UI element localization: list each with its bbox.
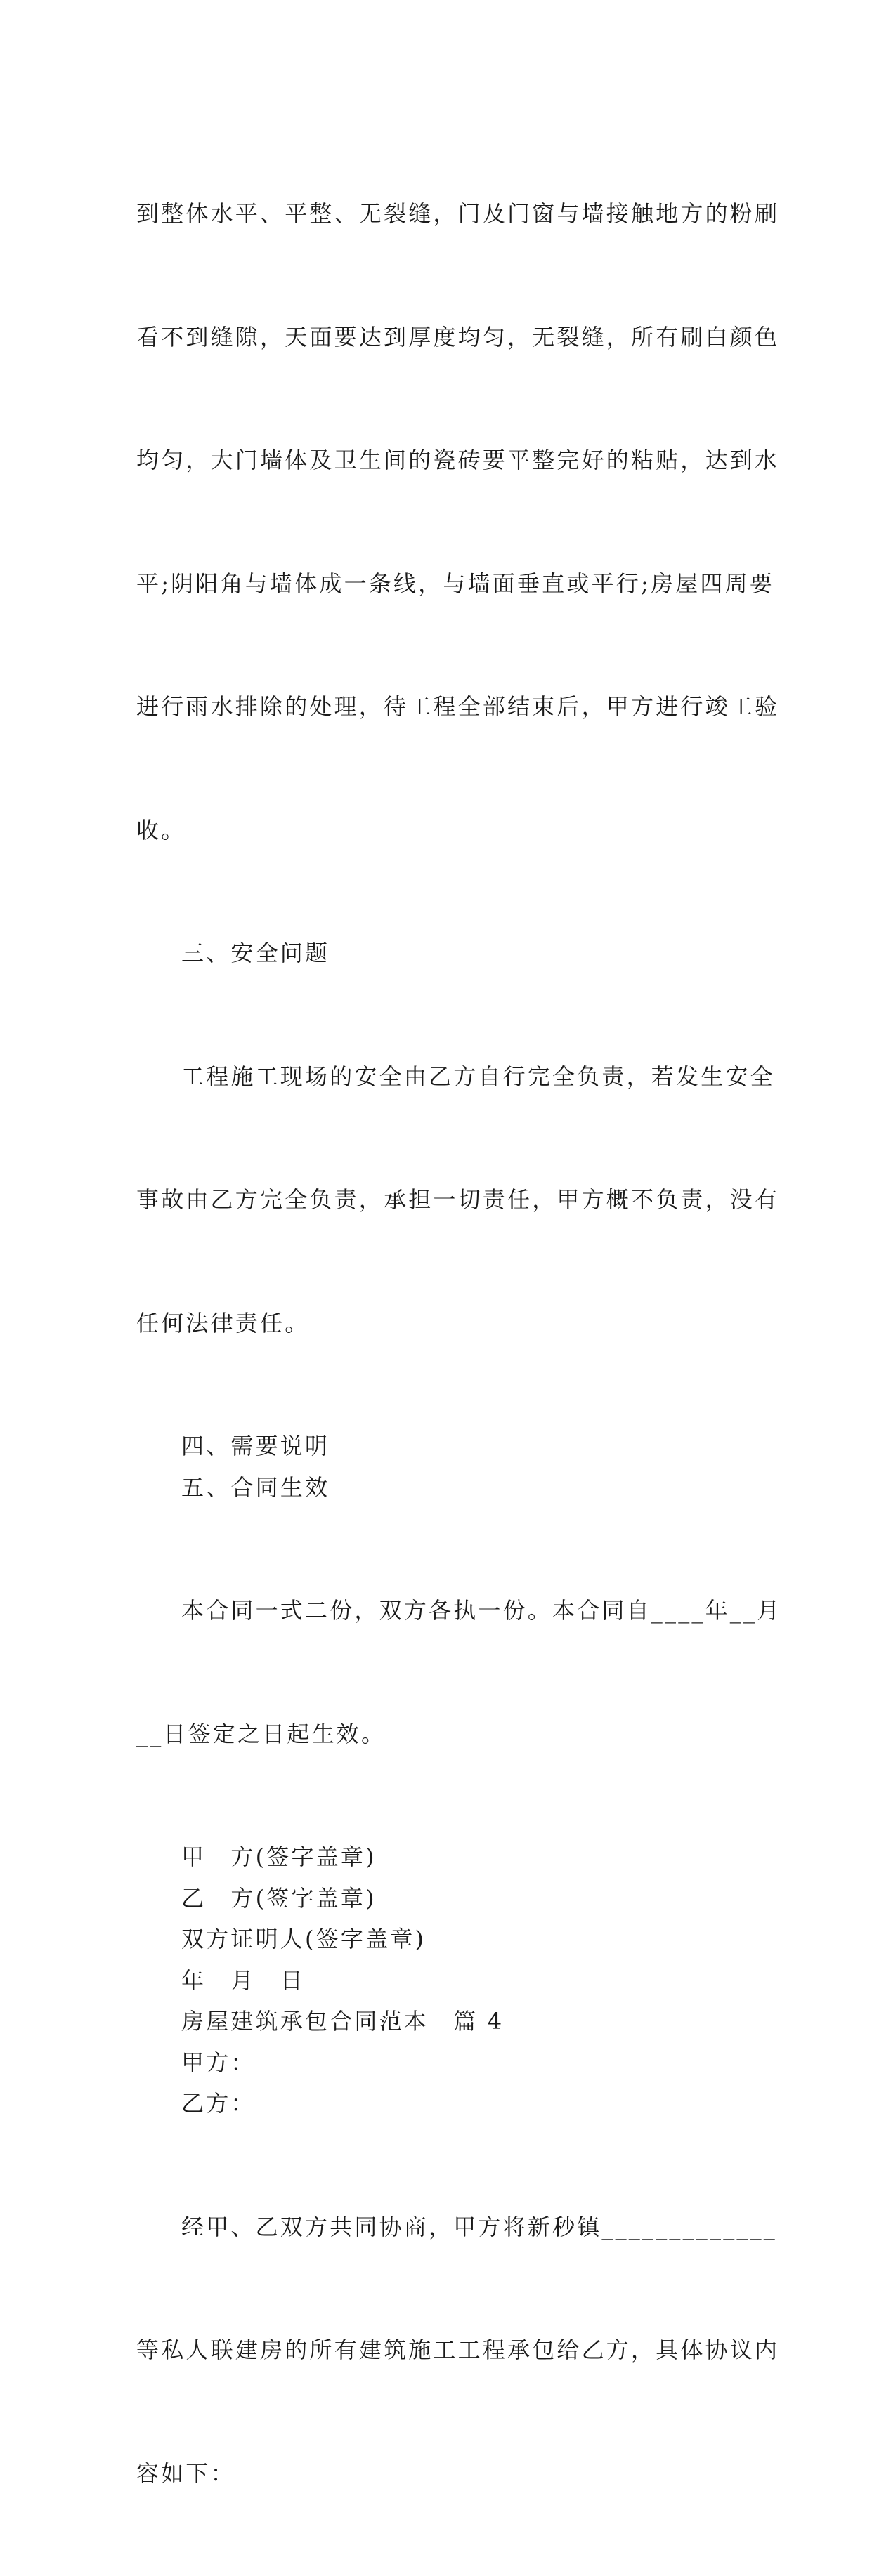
document-body bbox=[136, 111, 741, 2576]
document-page bbox=[0, 0, 872, 1232]
date-line: 年 月 日 bbox=[136, 1960, 741, 2002]
text-line: 到整体水平、平整、无裂缝，门及门窗与墙接触地方的粉刷 bbox=[136, 193, 741, 235]
text-line: 收。 bbox=[136, 810, 741, 851]
paragraph-effectiveness bbox=[136, 1508, 741, 1836]
text-line: 等私人联建房的所有建筑施工工程承包给乙方，具体协议内 bbox=[136, 2329, 741, 2371]
text-line: 本合同一式二份，双方各执一份。本合同自____年__月 bbox=[136, 1590, 741, 1631]
signature-party-b: 乙 方(签字盖章) bbox=[136, 1878, 741, 1919]
text-line: 平;阴阳角与墙体成一条线，与墙面垂直或平行;房屋四周要 bbox=[136, 563, 741, 605]
text-line: 工程施工现场的安全由乙方自行完全负责，若发生安全 bbox=[136, 1056, 741, 1098]
text-line: 看不到缝隙，天面要达到厚度均匀，无裂缝，所有刷白颜色 bbox=[136, 317, 741, 358]
paragraph-quality-requirements bbox=[136, 111, 741, 933]
paragraph-agreement bbox=[136, 2124, 741, 2576]
section-title: 房屋建筑承包合同范本 篇 4 bbox=[136, 2001, 741, 2042]
text-line: 经甲、乙双方共同协商，甲方将新秒镇_____________ bbox=[136, 2207, 741, 2248]
text-line: 任何法律责任。 bbox=[136, 1303, 741, 1344]
text-line: 均匀，大门墙体及卫生间的瓷砖要平整完好的粘贴，达到水 bbox=[136, 440, 741, 481]
party-a-label: 甲方： bbox=[136, 2042, 741, 2084]
text-line: 进行雨水排除的处理，待工程全部结束后，甲方进行竣工验 bbox=[136, 686, 741, 728]
text-line: __日签定之日起生效。 bbox=[136, 1714, 741, 1755]
party-b-label: 乙方： bbox=[136, 2083, 741, 2124]
paragraph-safety bbox=[136, 974, 741, 1426]
text-line: 事故由乙方完全负责，承担一切责任，甲方概不负责，没有 bbox=[136, 1179, 741, 1221]
heading-notes: 四、需要说明 bbox=[136, 1426, 741, 1467]
heading-effectiveness: 五、合同生效 bbox=[136, 1467, 741, 1509]
text-line: 容如下： bbox=[136, 2453, 741, 2495]
signature-party-a: 甲 方(签字盖章) bbox=[136, 1836, 741, 1878]
heading-safety: 三、安全问题 bbox=[136, 933, 741, 974]
signature-witness: 双方证明人(签字盖章) bbox=[136, 1919, 741, 1960]
